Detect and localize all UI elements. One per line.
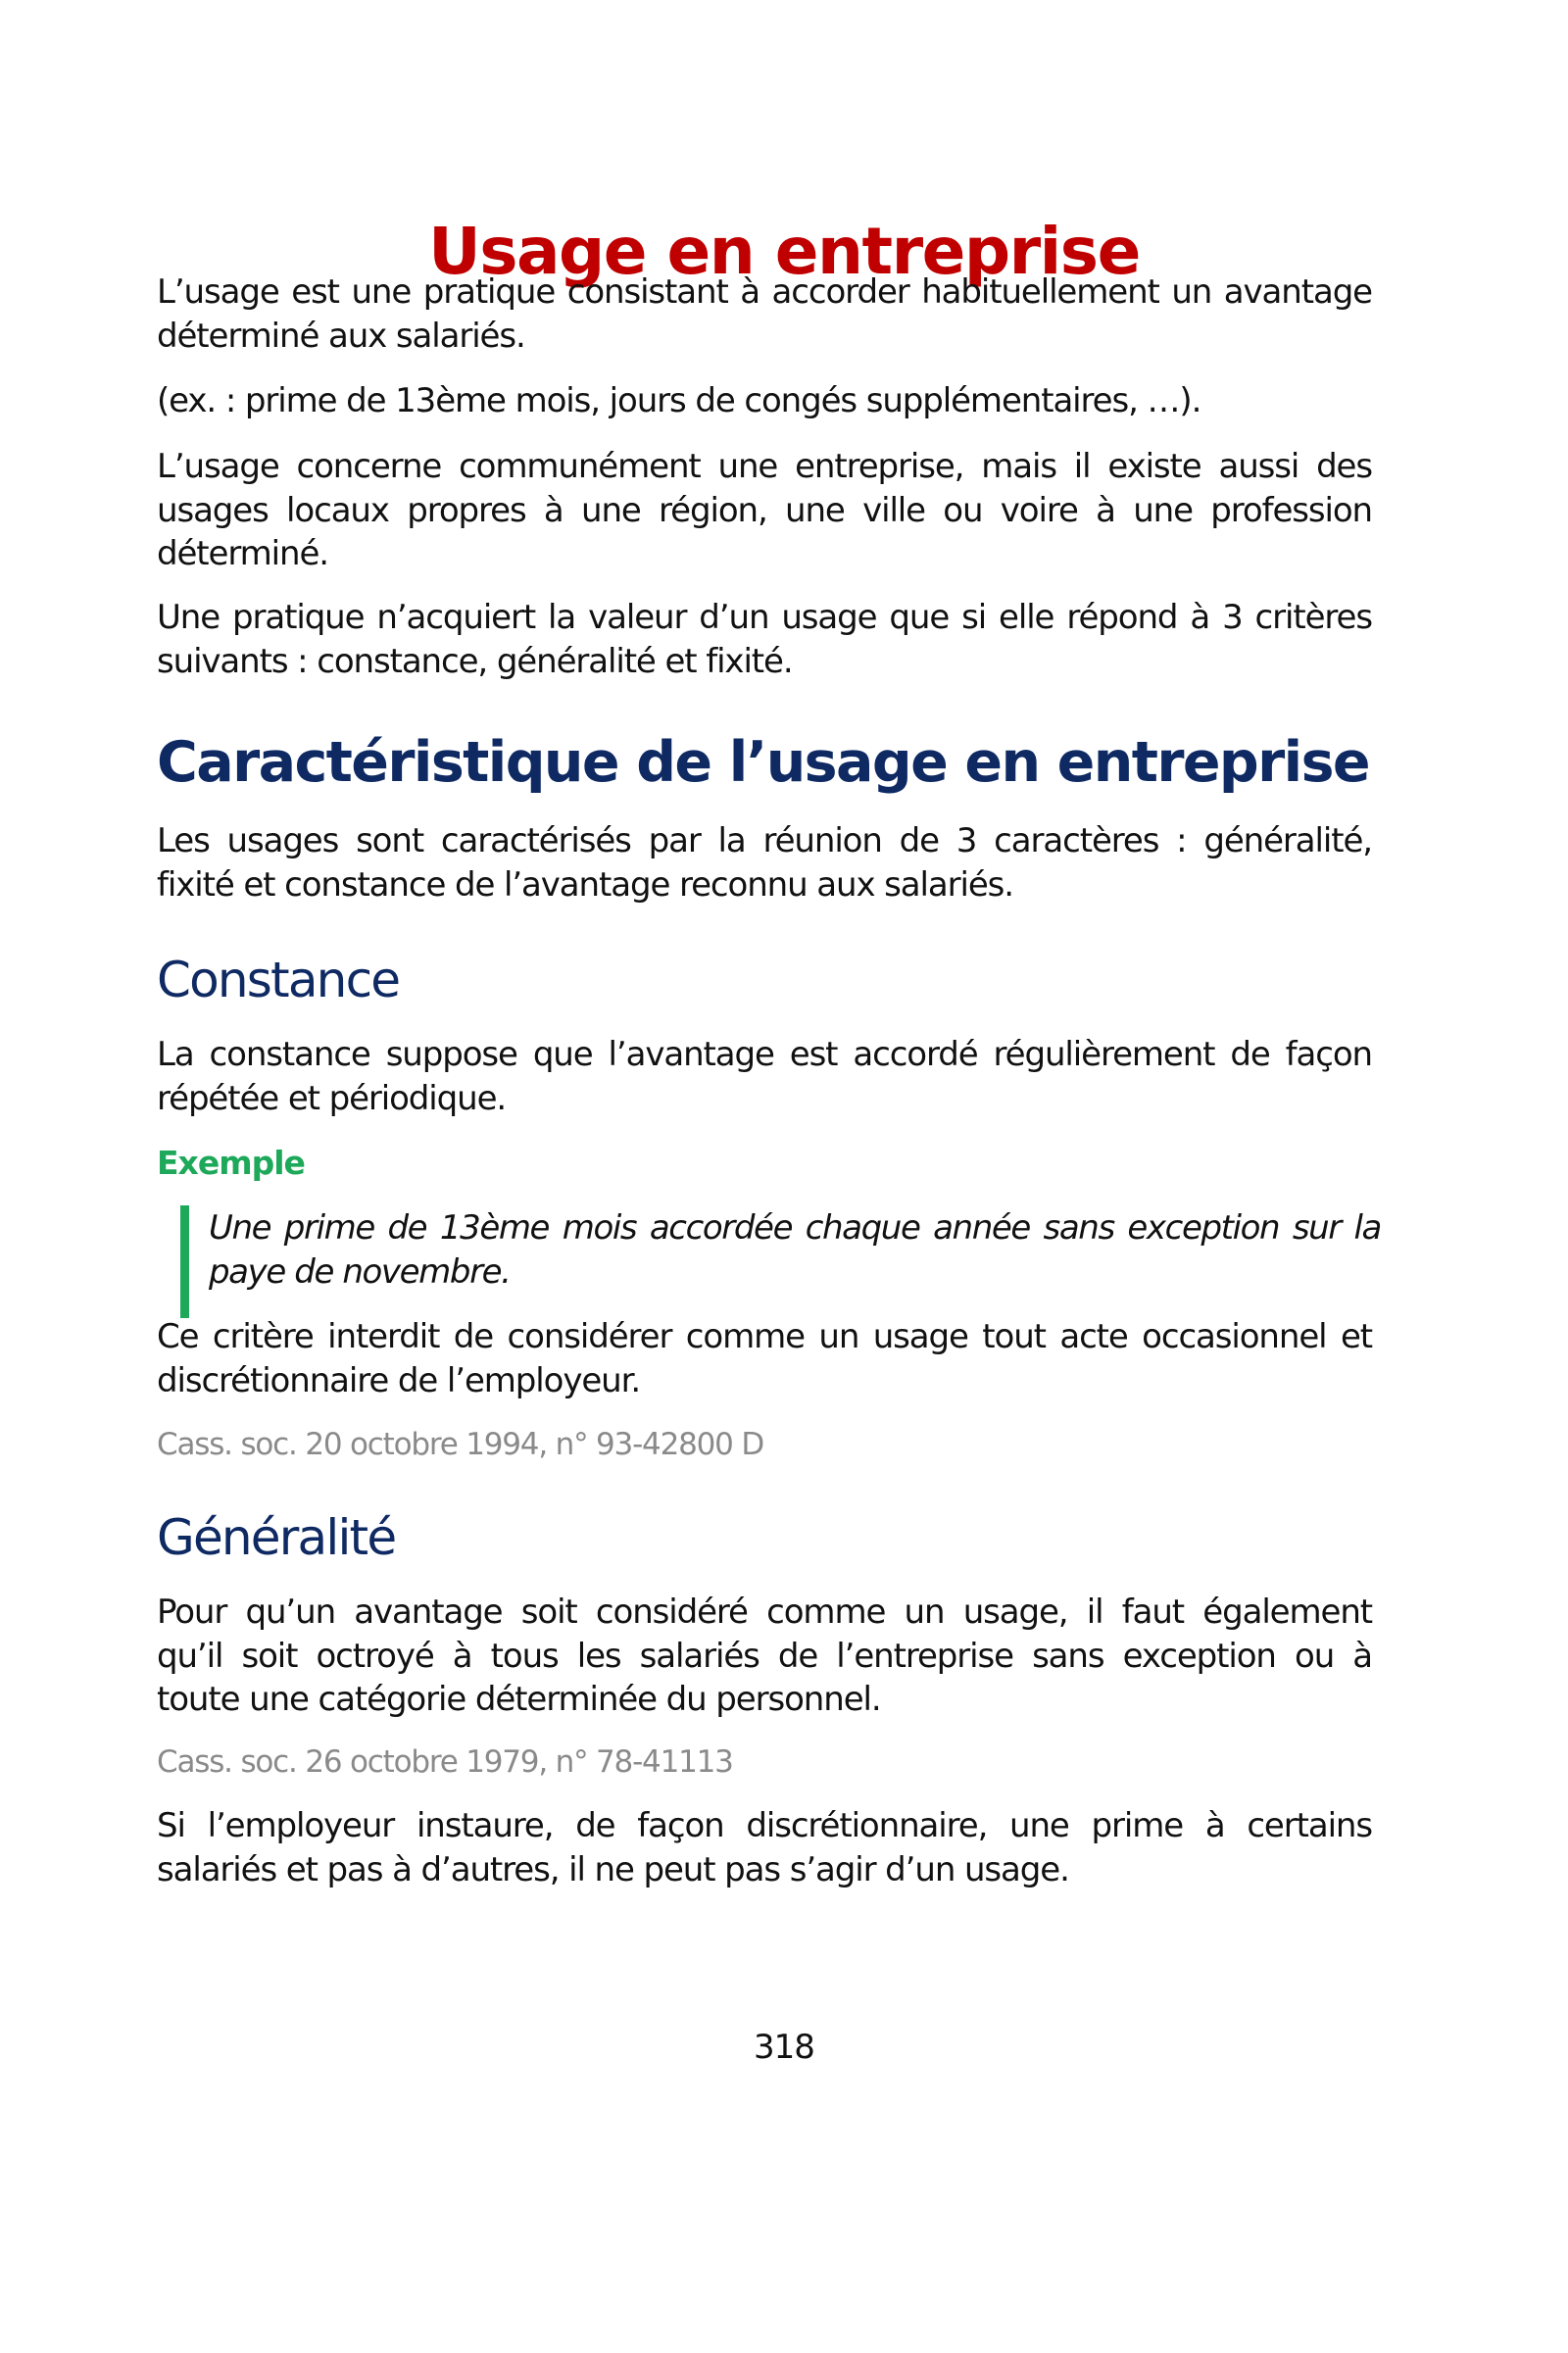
intro-paragraph-3 [157,445,1372,576]
page-number: 318 [754,2028,814,2067]
intro-paragraph-4 [157,596,1372,683]
text-line: Ce critère interdit de considérer comme un usage tout acte occasionnel et [157,1317,1372,1356]
text-line: salariés et pas à d’autres, il ne peut pas s’agir d’un usage. [157,1849,1069,1889]
text-line: L’usage concerne communément une entreprise, mais il existe aussi des [157,447,1372,486]
section-paragraph [157,819,1372,907]
text-line: Si l’employeur instaure, de façon discrétionnaire, une prime à certains [157,1806,1372,1845]
quote-line: paye de novembre. [209,1251,511,1292]
example-label: Exemple [157,1144,305,1182]
intro-paragraph-1 [157,270,1372,358]
generalite-paragraph-1 [157,1591,1372,1722]
intro-paragraph-2 [157,379,1372,423]
constance-paragraph-1 [157,1033,1372,1120]
text-line: Les usages sont caractérisés par la réunion de 3 caractères : généralité, [157,821,1372,860]
text-line: fixité et constance de l’avantage reconnu aux salariés. [157,864,1013,905]
text-line: (ex. : prime de 13ème mois, jours de congés supplémentaires, …). [157,381,1201,420]
text-line: déterminé aux salariés. [157,316,525,356]
text-line: Pour qu’un avantage soit considéré comme un usage, il faut également [157,1593,1372,1632]
text-line: répétée et périodique. [157,1078,507,1118]
example-quote [180,1205,1381,1318]
text-line: La constance suppose que l’avantage est accordé régulièrement de façon [157,1035,1372,1074]
generalite-heading: Généralité [157,1509,396,1566]
text-line: usages locaux propres à une région, une ville ou voire à une profession [157,490,1372,530]
text-line: suivants : constance, généralité et fixité. [157,641,793,681]
page-title: Usage en entreprise [428,214,1140,290]
text-line: Une pratique n’acquiert la valeur d’un usage que si elle répond à 3 critères [157,598,1372,637]
text-line: discrétionnaire de l’employeur. [157,1360,641,1400]
generalite-paragraph-2 [157,1804,1372,1891]
section-heading: Caractéristique de l’usage en entreprise [157,730,1369,795]
text-line: qu’il soit octroyé à tous les salariés de l’entreprise sans exception ou à [157,1636,1372,1676]
text-line: toute une catégorie déterminée du personnel. [157,1680,881,1719]
constance-citation: Cass. soc. 20 octobre 1994, n° 93-42800 D [157,1427,763,1462]
generalite-citation: Cass. soc. 26 octobre 1979, n° 78-41113 [157,1744,733,1780]
text-line: déterminé. [157,534,328,573]
constance-heading: Constance [157,952,400,1008]
quote-line: Une prime de 13ème mois accordée chaque année sans exception sur la [209,1208,1381,1248]
constance-paragraph-2 [157,1315,1372,1402]
text-line: L’usage est une pratique consistant à accorder habituellement un avantage [157,272,1372,312]
